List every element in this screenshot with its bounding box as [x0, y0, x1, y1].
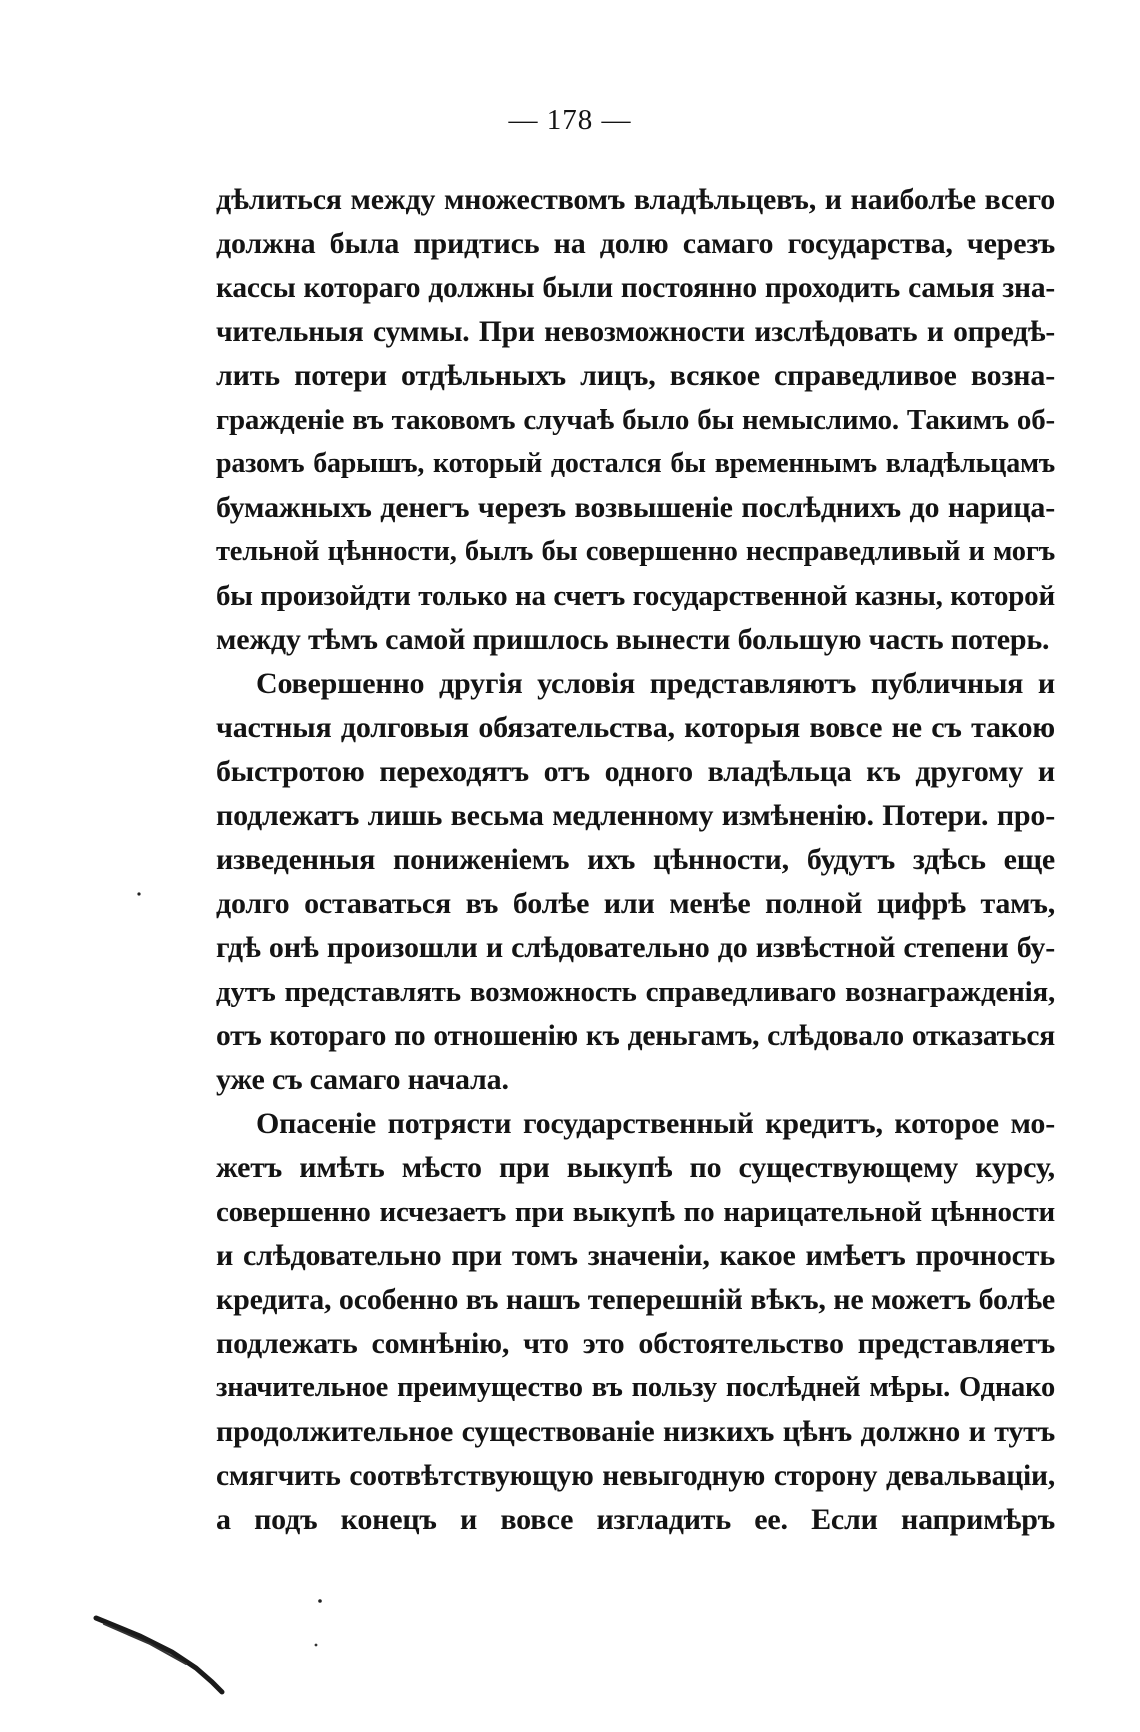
text-line: дутъ представлять возможность справедливаго вознагражденія, [216, 976, 1055, 1008]
text-line: смягчить соотвѣтствующую невыгодную сторону девальваціи, [216, 1460, 1055, 1492]
text-line: дѣлиться между множествомъ владѣльцевъ, и наиболѣе всего [216, 183, 1055, 216]
text-line: подлежатъ лишь весьма медленному измѣненію. Потери. про- [216, 799, 1055, 832]
text-line: значительное преимущество въ пользу послѣдней мѣры. Однако [216, 1372, 1055, 1403]
speck-mark [318, 1599, 322, 1603]
text-line: лить потери отдѣльныхъ лицъ, всякое справедливое возна- [216, 359, 1055, 392]
stroke-mark [104, 1624, 186, 1664]
text-line: бы произойдти только на счетъ государственной казны, которой [216, 580, 1055, 612]
text-line: Опасеніе потрясти государственный кредитъ, которое мо- [256, 1107, 1055, 1140]
text-line: должна была придтись на долю самаго государства, черезъ [216, 227, 1055, 260]
speck-mark [137, 892, 140, 895]
text-line: между тѣмъ самой пришлось вынести большую часть потерь. [216, 623, 1050, 656]
text-line: кредита, особенно въ нашъ теперешній вѣкъ, не можетъ болѣе [216, 1283, 1055, 1316]
text-line: Совершенно другія условія представляютъ публичныя и [256, 667, 1055, 700]
speck-mark [315, 1644, 318, 1647]
text-line: жетъ имѣть мѣсто при выкупѣ по существующему курсу, [216, 1151, 1055, 1184]
text-line: чительныя суммы. При невозможности изслѣдовать и опредѣ- [216, 316, 1055, 348]
text-line: бумажныхъ денегъ черезъ возвышеніе послѣднихъ до нарица- [216, 491, 1055, 524]
text-line: уже съ самаго начала. [216, 1063, 509, 1096]
text-line: подлежать сомнѣнію, что это обстоятельство представляетъ [216, 1327, 1055, 1360]
text-line: продолжительное существованіе низкихъ цѣнъ должно и тутъ [216, 1415, 1055, 1448]
text-line: частныя долговыя обязательства, которыя вовсе не съ такою [216, 711, 1055, 744]
text-line: совершенно исчезаетъ при выкупѣ по нарицательной цѣнности [216, 1196, 1055, 1228]
text-line: кассы котораго должны были постоянно проходить самыя зна- [216, 272, 1055, 304]
page-number: — 178 — [508, 104, 632, 136]
text-line: гражденіе въ таковомъ случаѣ было бы немыслимо. Такимъ об- [216, 404, 1055, 436]
text-line: а подъ конецъ и вовсе изгладить ее. Если напримѣръ [216, 1503, 1055, 1536]
text-line: отъ котораго по отношенію къ деньгамъ, слѣдовало отказаться [216, 1020, 1055, 1052]
text-line: тельной цѣнности, былъ бы совершенно несправедливый и могъ [216, 536, 1055, 567]
text-line: долго оставаться въ болѣе или менѣе полной цифрѣ тамъ, [216, 887, 1055, 920]
text-line: изведенныя пониженіемъ ихъ цѣнности, будутъ здѣсь еще [216, 843, 1055, 876]
text-line: разомъ барышъ, который достался бы временнымъ владѣльцамъ [216, 448, 1055, 479]
text-line: и слѣдовательно при томъ значеніи, какое имѣетъ прочность [216, 1239, 1055, 1272]
text-line: быстротою переходятъ отъ одного владѣльца къ другому и [216, 755, 1055, 788]
text-line: гдѣ онѣ произошли и слѣдовательно до извѣстной степени бу- [216, 931, 1055, 964]
